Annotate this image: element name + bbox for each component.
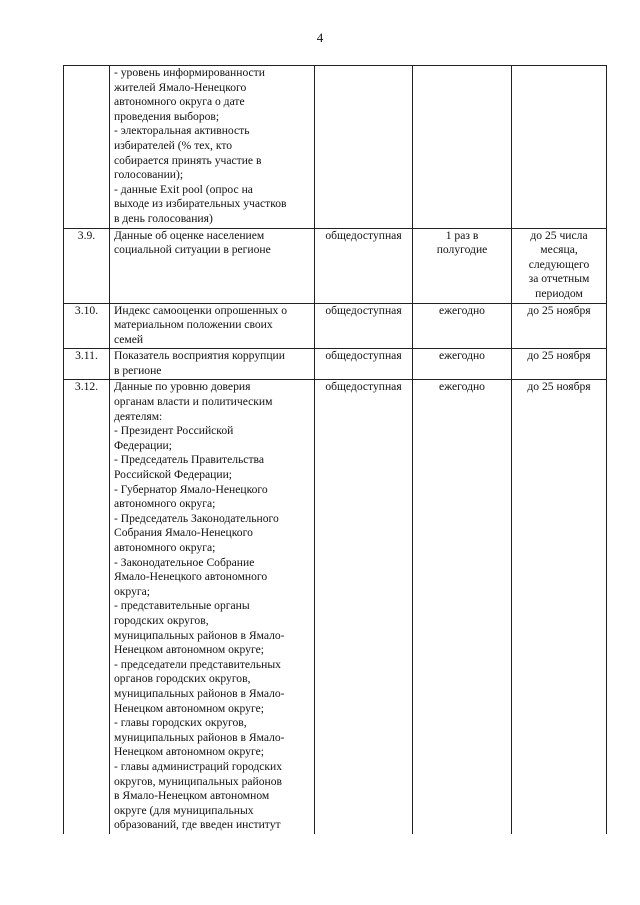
deadline [512,303,607,349]
description-line: - уровень информированности [114,66,265,79]
description-line: автономного округа; [114,541,216,554]
description-line: образований, где введен институт [114,818,281,832]
periodicity-line: ежегодно [439,380,485,394]
description-line: Российской Федерации; [114,468,233,482]
description-line: жителей Ямало-Ненецкого [114,80,247,94]
description-line: муниципальных районов в Ямало- [114,686,285,700]
description-line: Индекс самооценки опрошенных о [114,303,288,317]
row-number: 3.10. [64,303,110,349]
description-line: автономного округа; [114,497,216,511]
description-line: муниципальных районов в Ямало- [114,730,285,744]
description-line: в Ямало-Ненецком автономном [114,789,270,803]
description-line: городских округов, [114,613,209,627]
access-level: общедоступная [315,380,413,834]
row-number: 3.11. [64,349,110,380]
access-level: общедоступная [315,303,413,349]
description-line: Ненецком автономном округе; [114,643,264,657]
periodicity-line: полугодие [436,243,488,257]
periodicity [413,380,512,834]
description-line: - Законодательное Собрание [114,555,255,569]
periodicity-line: ежегодно [439,303,485,317]
deadline-line: месяца, [540,243,578,257]
description-line: - Председатель Законодательного [114,511,279,525]
access-level [315,66,413,229]
deadline-line: до 25 ноября [527,380,591,394]
table-row [64,380,607,834]
description-line: Собрания Ямало-Ненецкого [114,526,253,540]
indicators-table [63,65,607,834]
deadline-line: за отчетным [528,272,590,286]
description-line: Данные по уровню доверия [114,380,251,394]
deadline-line: периодом [535,286,583,300]
description-line: - Председатель Правительства [114,453,264,467]
indicator-description [110,349,315,380]
description-line: Федерации; [114,438,172,452]
description-line: округе (для муниципальных [114,803,254,817]
page-number: 4 [316,30,324,45]
description-line: - главы администраций городских [114,759,283,773]
description-line: в день голосования) [114,211,213,225]
periodicity-line: ежегодно [439,349,485,363]
deadline-line: до 25 числа [530,228,588,242]
description-line: округа; [114,584,150,598]
description-line: округов, муниципальных районов [114,774,282,788]
deadline [512,228,607,303]
description-line: деятелям: [114,409,163,423]
table-body [64,66,607,834]
description-line: семей [114,332,144,346]
deadline-line: следующего [528,257,590,271]
description-line: голосовании); [114,168,184,182]
description-line: Ненецком автономном округе; [114,701,264,715]
description-line: выходе из избирательных участков [114,197,287,211]
access-level: общедоступная [315,349,413,380]
row-number: 3.9. [64,228,110,303]
description-line: проведения выборов; [114,109,220,123]
description-line: органам власти и политическим [114,395,273,409]
periodicity-line: 1 раз в [445,228,479,242]
description-line: - электоральная активность [114,124,250,138]
description-line: избирателей (% тех, кто [114,138,233,152]
description-line: - Президент Российской [114,424,234,438]
table-row [64,349,607,380]
description-line: автономного округа о дате [114,95,245,109]
description-line: органов городских округов, [114,672,251,686]
deadline-line: до 25 ноября [527,349,591,363]
description-line: - Губернатор Ямало-Ненецкого [114,482,268,496]
periodicity [413,66,512,229]
periodicity [413,349,512,380]
description-line: собирается принять участие в [114,153,262,167]
description-line: Данные об оценке населением [114,228,265,242]
description-line: - данные Exit pool (опрос на [114,182,253,196]
description-line: Ямало-Ненецкого автономного [114,570,268,584]
description-line: - председатели представительных [114,657,281,671]
description-line: социальной ситуации в регионе [114,243,271,257]
indicator-description [110,228,315,303]
indicator-description [110,380,315,834]
table-row [64,303,607,349]
deadline [512,349,607,380]
deadline [512,380,607,834]
table-row [64,228,607,303]
row-number [64,66,110,229]
indicator-description [110,66,315,229]
row-number: 3.12. [64,380,110,834]
indicator-description [110,303,315,349]
deadline [512,66,607,229]
access-level: общедоступная [315,228,413,303]
description-line: муниципальных районов в Ямало- [114,628,285,642]
description-line: материальном положении своих [114,318,273,332]
description-line: - главы городских округов, [114,716,247,730]
description-line: в регионе [114,363,162,377]
periodicity [413,303,512,349]
description-line: Ненецком автономном округе; [114,745,264,759]
table-row [64,66,607,229]
periodicity [413,228,512,303]
description-line: Показатель восприятия коррупции [114,349,285,363]
deadline-line: до 25 ноября [527,303,591,317]
description-line: - представительные органы [114,599,250,613]
